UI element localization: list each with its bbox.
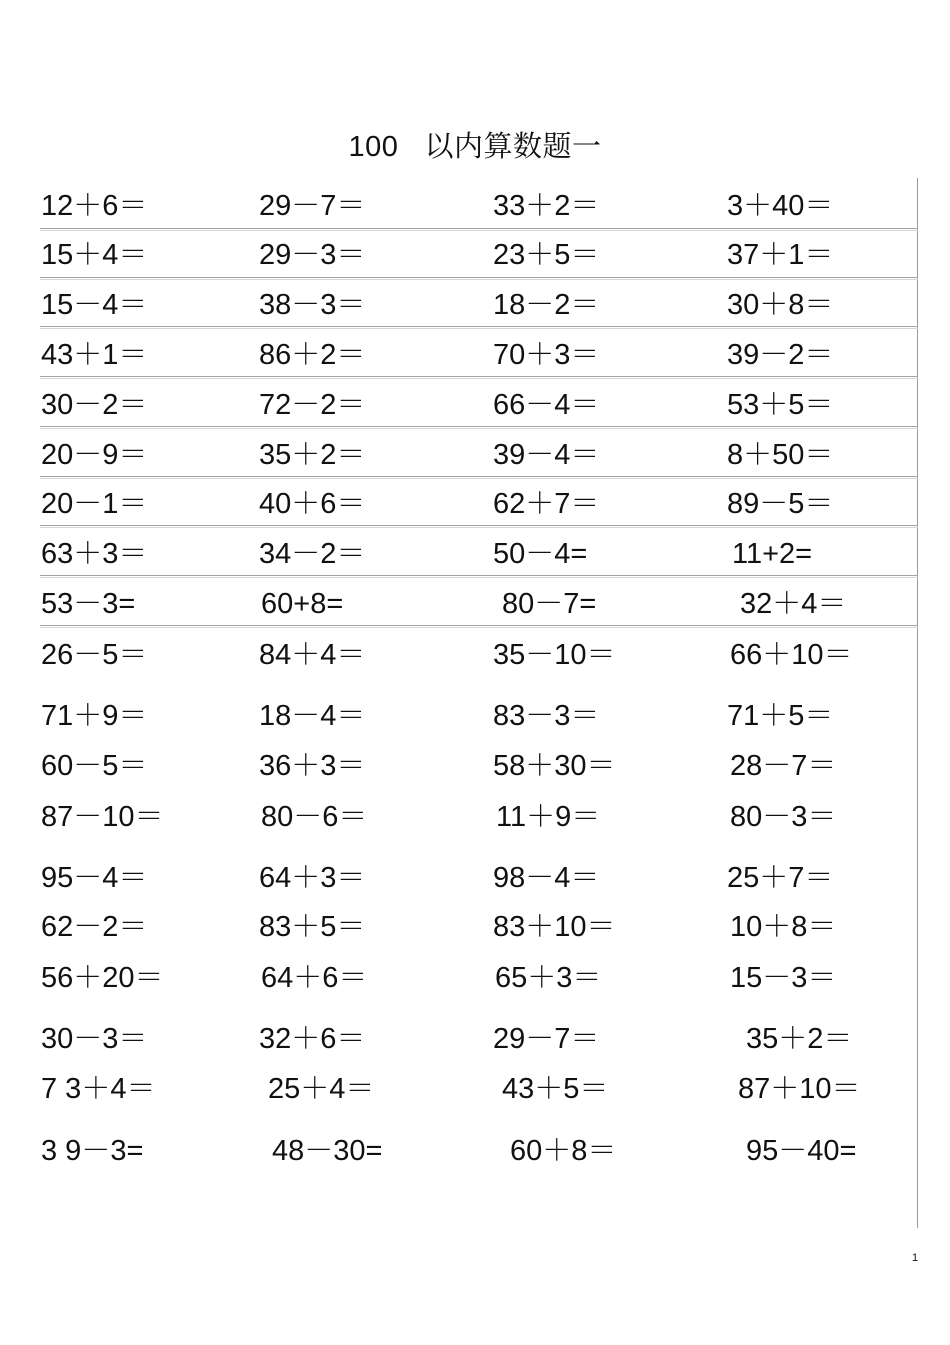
arithmetic-problem: 80－6＝: [261, 801, 368, 833]
problem-row: [0, 186, 950, 226]
ruled-line: [40, 525, 918, 526]
arithmetic-problem: 33＋2＝: [493, 190, 600, 222]
arithmetic-problem: 66－4＝: [493, 389, 600, 421]
arithmetic-problem: 62－2＝: [41, 911, 148, 943]
arithmetic-problem: 34－2＝: [259, 538, 366, 570]
arithmetic-problem: 20－9＝: [41, 439, 148, 471]
arithmetic-problem: 25＋7＝: [727, 862, 834, 894]
arithmetic-problem: 60＋8＝: [510, 1135, 617, 1167]
arithmetic-problem: 65＋3＝: [495, 962, 602, 994]
problem-row: [0, 907, 950, 947]
arithmetic-problem: 89－5＝: [727, 488, 834, 520]
arithmetic-problem: 15－3＝: [730, 962, 837, 994]
arithmetic-problem: 28－7＝: [730, 750, 837, 782]
ruled-line: [40, 575, 918, 576]
arithmetic-problem: 15－4＝: [41, 289, 148, 321]
arithmetic-problem: 50－4=: [493, 538, 588, 570]
arithmetic-problem: 8＋50＝: [727, 439, 834, 471]
problem-row: [0, 958, 950, 998]
page-title: [0, 124, 950, 165]
arithmetic-problem: 35－10＝: [493, 639, 616, 671]
arithmetic-problem: 35＋2＝: [259, 439, 366, 471]
problem-row: [0, 534, 950, 574]
arithmetic-problem: 7 3＋4＝: [41, 1073, 156, 1105]
ruled-line: [40, 326, 918, 327]
arithmetic-problem: 80－7=: [502, 588, 597, 620]
arithmetic-problem: 10＋8＝: [730, 911, 837, 943]
ruled-line: [40, 277, 918, 278]
arithmetic-problem: 66＋10＝: [730, 639, 853, 671]
arithmetic-problem: 87－10＝: [41, 801, 164, 833]
arithmetic-problem: 11＋9＝: [496, 801, 601, 833]
problem-row: [0, 584, 950, 624]
problem-row: [0, 1069, 950, 1109]
arithmetic-problem: 32＋4＝: [740, 588, 847, 620]
arithmetic-problem: 38－3＝: [259, 289, 366, 321]
title-number: 100: [348, 131, 399, 163]
ruled-line-shadow: [40, 577, 918, 578]
arithmetic-problem: 48－30=: [272, 1135, 383, 1167]
arithmetic-problem: 86＋2＝: [259, 339, 366, 371]
arithmetic-problem: 95－4＝: [41, 862, 148, 894]
arithmetic-problem: 39－2＝: [727, 339, 834, 371]
ruled-line: [40, 476, 918, 477]
arithmetic-problem: 3 9－3=: [41, 1135, 144, 1167]
problem-row: [0, 635, 950, 675]
arithmetic-problem: 60－5＝: [41, 750, 148, 782]
arithmetic-problem: 43＋1＝: [41, 339, 148, 371]
arithmetic-problem: 26－5＝: [41, 639, 148, 671]
arithmetic-problem: 53＋5＝: [727, 389, 834, 421]
arithmetic-problem: 36＋3＝: [259, 750, 366, 782]
ruled-line-shadow: [40, 230, 918, 231]
problem-row: [0, 385, 950, 425]
ruled-line-shadow: [40, 328, 918, 329]
problem-row: [0, 1019, 950, 1059]
problem-row: [0, 746, 950, 786]
arithmetic-problem: 30－3＝: [41, 1023, 148, 1055]
arithmetic-problem: 83－3＝: [493, 700, 600, 732]
arithmetic-problem: 53－3=: [41, 588, 136, 620]
arithmetic-problem: 63＋3＝: [41, 538, 148, 570]
arithmetic-problem: 29－7＝: [259, 190, 366, 222]
arithmetic-problem: 30＋8＝: [727, 289, 834, 321]
problem-row: [0, 285, 950, 325]
arithmetic-problem: 32＋6＝: [259, 1023, 366, 1055]
ruled-line-shadow: [40, 279, 918, 280]
problem-row: [0, 696, 950, 736]
arithmetic-problem: 11+2=: [732, 538, 813, 570]
arithmetic-problem: 72－2＝: [259, 389, 366, 421]
arithmetic-problem: 23＋5＝: [493, 239, 600, 271]
arithmetic-problem: 71＋9＝: [41, 700, 148, 732]
problem-row: [0, 858, 950, 898]
arithmetic-problem: 98－4＝: [493, 862, 600, 894]
arithmetic-problem: 35＋2＝: [746, 1023, 853, 1055]
ruled-line-shadow: [40, 428, 918, 429]
arithmetic-problem: 62＋7＝: [493, 488, 600, 520]
arithmetic-problem: 15＋4＝: [41, 239, 148, 271]
ruled-line-shadow: [40, 627, 918, 628]
arithmetic-problem: 29－7＝: [493, 1023, 600, 1055]
arithmetic-problem: 30－2＝: [41, 389, 148, 421]
arithmetic-problem: 43＋5＝: [502, 1073, 609, 1105]
arithmetic-problem: 18－4＝: [259, 700, 366, 732]
ruled-line-shadow: [40, 527, 918, 528]
arithmetic-problem: 12＋6＝: [41, 190, 148, 222]
arithmetic-problem: 71＋5＝: [727, 700, 834, 732]
arithmetic-problem: 58＋30＝: [493, 750, 616, 782]
problem-row: [0, 435, 950, 475]
arithmetic-problem: 80－3＝: [730, 801, 837, 833]
arithmetic-problem: 40＋6＝: [259, 488, 366, 520]
ruled-line: [40, 625, 918, 626]
arithmetic-problem: 64＋6＝: [261, 962, 368, 994]
arithmetic-problem: 3＋40＝: [727, 190, 834, 222]
arithmetic-problem: 83＋10＝: [493, 911, 616, 943]
arithmetic-problem: 37＋1＝: [727, 239, 834, 271]
arithmetic-problem: 39－4＝: [493, 439, 600, 471]
problem-row: [0, 235, 950, 275]
ruled-line-shadow: [40, 478, 918, 479]
ruled-line: [40, 376, 918, 377]
arithmetic-problem: 20－1＝: [41, 488, 148, 520]
arithmetic-problem: 56＋20＝: [41, 962, 164, 994]
arithmetic-problem: 95－40=: [746, 1135, 857, 1167]
title-text: 以内算数题一: [424, 131, 602, 163]
ruled-line-shadow: [40, 378, 918, 379]
problem-row: [0, 1131, 950, 1171]
arithmetic-problem: 18－2＝: [493, 289, 600, 321]
problem-row: [0, 484, 950, 524]
arithmetic-problem: 70＋3＝: [493, 339, 600, 371]
page-number: 1: [912, 1252, 919, 1264]
arithmetic-problem: 25＋4＝: [268, 1073, 375, 1105]
arithmetic-problem: 29－3＝: [259, 239, 366, 271]
arithmetic-problem: 87＋10＝: [738, 1073, 861, 1105]
ruled-line: [40, 228, 918, 229]
arithmetic-problem: 83＋5＝: [259, 911, 366, 943]
ruled-line: [40, 426, 918, 427]
problem-row: [0, 797, 950, 837]
arithmetic-problem: 60+8=: [261, 588, 344, 620]
arithmetic-problem: 64＋3＝: [259, 862, 366, 894]
arithmetic-problem: 84＋4＝: [259, 639, 366, 671]
problem-row: [0, 335, 950, 375]
